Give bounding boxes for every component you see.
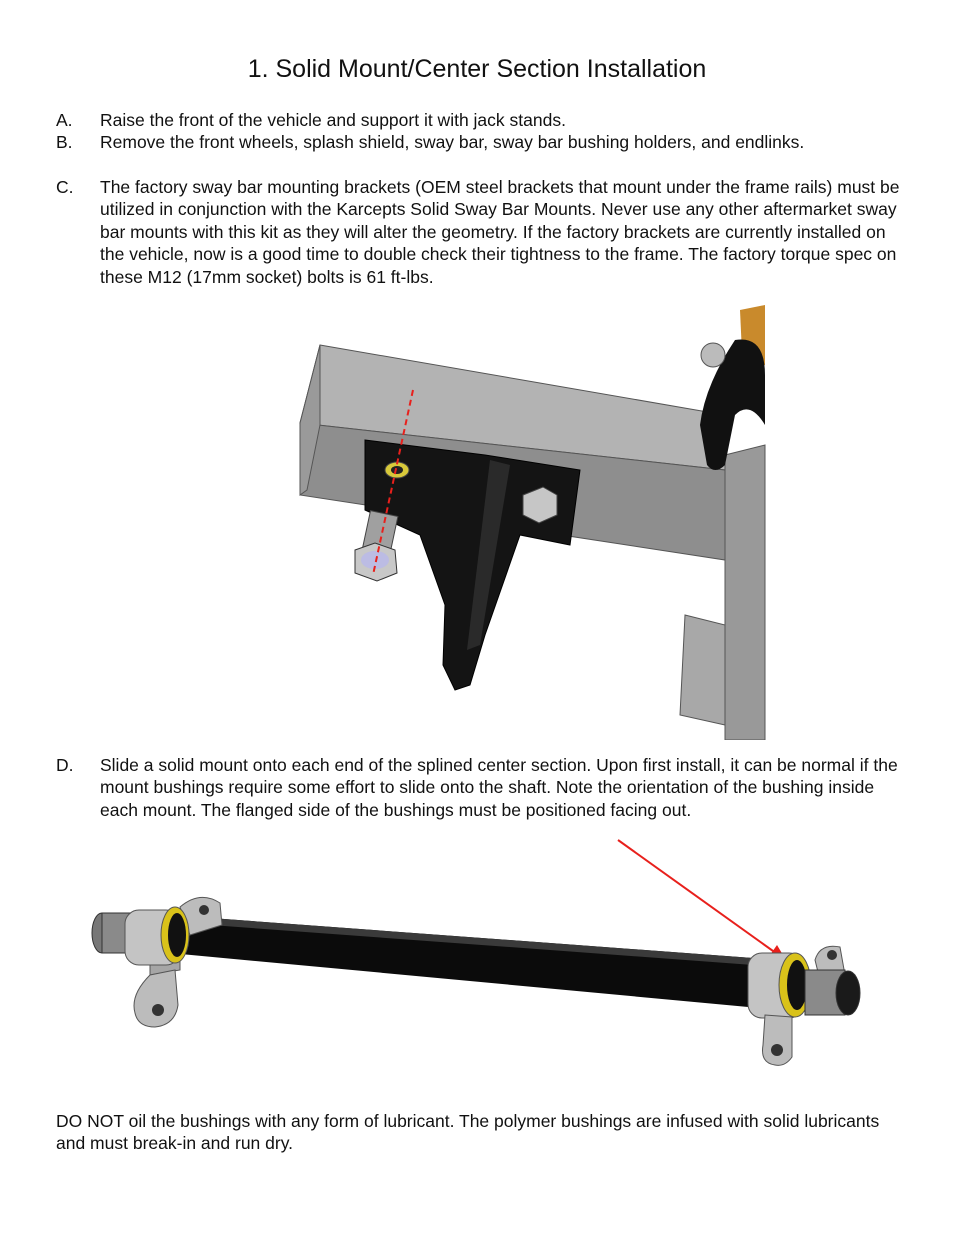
step-letter: A. (56, 110, 73, 130)
step-text: Raise the front of the vehicle and support it with jack stands. (100, 110, 566, 130)
center-section-illustration (80, 835, 870, 1075)
step-text: Slide a solid mount onto each end of the splined center section. Upon first install, it can be normal if the mount bushings require some effort to slide onto the shaft. Note the orientation of the bushing inside each mount. The flanged side of the bushings must be positioned facing out. (100, 755, 898, 820)
step-letter: C. (56, 177, 74, 197)
step-d (56, 754, 906, 821)
step-text: Remove the front wheels, splash shield, sway bar, sway bar bushing holders, and endlinks. (100, 132, 805, 152)
page-title: 1. Solid Mount/Center Section Installation (247, 55, 707, 83)
lubricant-warning: DO NOT oil the bushings with any form of lubricant. The polymer bushings are infused with solid lubricants and must break-in and run dry. (56, 1111, 880, 1154)
step-letter: B. (56, 132, 73, 152)
bracket-illustration (295, 305, 770, 740)
step-text: The factory sway bar mounting brackets (OEM steel brackets that mount under the frame rails) must be utilized in conjunction with the Karcepts Solid Sway Bar Mounts. Never use any other aftermarket sway bar mounts with this kit as they will alter the geometry. If the factory brackets are currently installed on the vehicle, now is a good time to double check their tightness to the frame. The factory torque spec on these M12 (17mm socket) bolts is 61 ft-lbs. (100, 177, 900, 287)
step-a (56, 109, 906, 131)
step-letter: D. (56, 755, 74, 775)
step-c (56, 176, 906, 288)
step-b (56, 131, 906, 153)
